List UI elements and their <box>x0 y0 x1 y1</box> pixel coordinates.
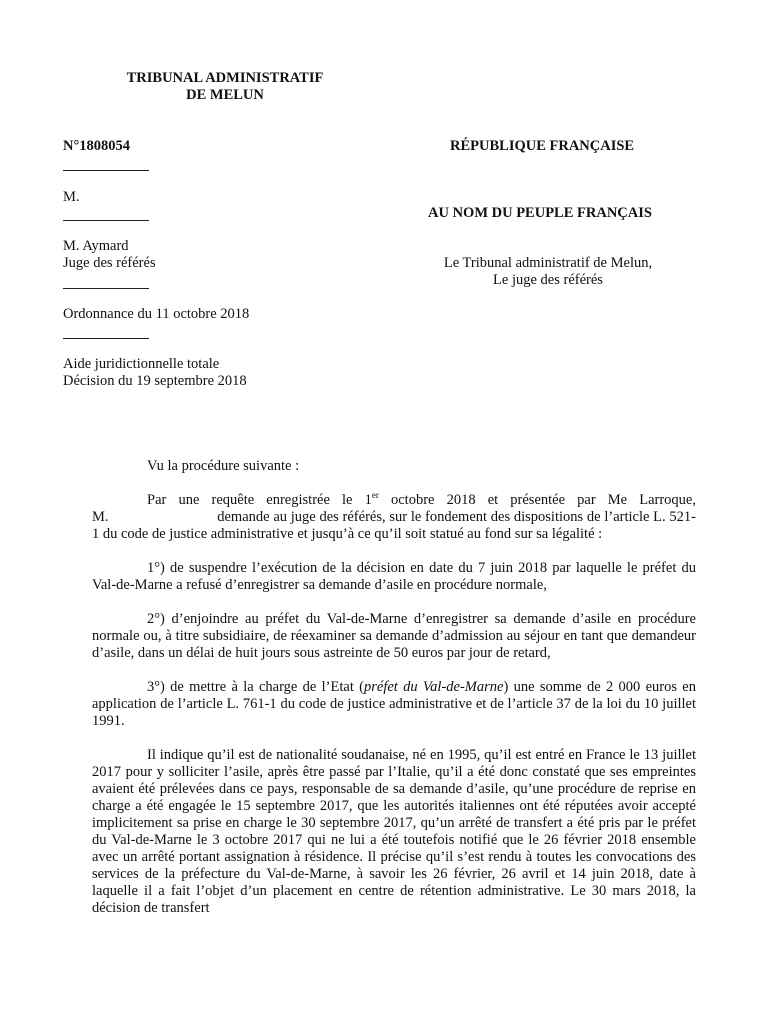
court-line-1: Le Tribunal administratif de Melun, <box>443 255 653 271</box>
p4-italic: préfet du Val-de-Marne <box>364 679 504 695</box>
court-line-2: Le juge des référés <box>493 272 603 288</box>
vu-procedure: Vu la procédure suivante : <box>147 458 300 474</box>
judge-name: M. Aymard <box>63 238 129 254</box>
case-number: N°1808054 <box>63 138 131 154</box>
ordonnance-date: Ordonnance du 11 octobre 2018 <box>63 306 250 322</box>
divider <box>63 220 149 221</box>
divider <box>63 170 149 171</box>
au-nom-heading: AU NOM DU PEUPLE FRANÇAIS <box>428 205 652 221</box>
court-designation <box>430 255 666 289</box>
tribunal-line-1: TRIBUNAL ADMINISTRATIF <box>126 70 324 86</box>
party-name: M. <box>63 189 80 205</box>
paragraph-faits: Il indique qu’il est de nationalité soudanaise, né en 1995, qu’il est entré en France le 13 juillet 2017 pour y solliciter l’asile, après être passé par l’Italie, qu’il a été donc constaté que ses empreintes avaient été prélevées dans ce pays, responsable de sa demande d’asile, qu’une procédure de reprise en charge a été engagée le 15 septembre 2017, que les autorités italiennes ont été réputées avoir accepté implicitement sa prise en charge le 30 septembre 2017, qu’un arrêté de transfert a été pris par le préfet du Val-de-Marne le 3 octobre 2017 qui ne lui a été toutefois notifié que le 26 février 2018 ensemble avec un arrêté portant assignation à résidence. Il précise qu’il s’est rendu à toutes les convocations des services de la préfecture du Val-de-Marne, à savoir les 26 février, 26 avril et 14 juin 2018, date à laquelle il a fait l’objet d’un placement en centre de rétention administrative. Le 30 mars 2018, la décision de transfert <box>92 747 696 916</box>
paragraph-requete <box>92 492 696 543</box>
divider <box>63 338 149 339</box>
paragraph-frais <box>92 679 696 730</box>
p4-text-a: 3°) de mettre à la charge de l’Etat ( <box>147 679 364 695</box>
divider <box>63 288 149 289</box>
document-body <box>92 492 696 917</box>
tribunal-line-2: DE MELUN <box>186 87 264 103</box>
republique-heading: RÉPUBLIQUE FRANÇAISE <box>450 138 635 154</box>
judge-title: Juge des référés <box>63 255 156 271</box>
p4-text-b: ) une somme de 2 000 euros en application de l’article L. 761-1 du code de justice administrative et de l’article 37 de la loi du 10 juillet 1991. <box>92 679 696 729</box>
p1-text-b: octobre 2018 et présentée par Me Larroque, M. demande au juge des référés, sur le fondement des dispositions de l’article L. 521-1 du code de justice administrative et jusqu’à ce qu’il soit statué au fond sur sa légalité : <box>92 492 696 542</box>
p1-text-a: Par une requête enregistrée le 1 <box>147 492 372 508</box>
aide-decision-date: Décision du 19 septembre 2018 <box>63 373 247 389</box>
p1-superscript: er <box>371 490 379 501</box>
tribunal-name <box>115 70 335 104</box>
aide-juridictionnelle: Aide juridictionnelle totale <box>63 356 220 372</box>
paragraph-suspension: 1°) de suspendre l’exécution de la décision en date du 7 juin 2018 par laquelle le préfet du Val-de-Marne a refusé d’enregistrer sa demande d’asile en procédure normale, <box>92 560 696 593</box>
paragraph-injonction: 2°) d’enjoindre au préfet du Val-de-Marne d’enregistrer sa demande d’asile en procédure normale ou, à titre subsidiaire, de réexaminer sa demande d’admission au séjour en tant que demandeur d’asile, dans un délai de huit jours sous astreinte de 50 euros par jour de retard, <box>92 611 696 661</box>
